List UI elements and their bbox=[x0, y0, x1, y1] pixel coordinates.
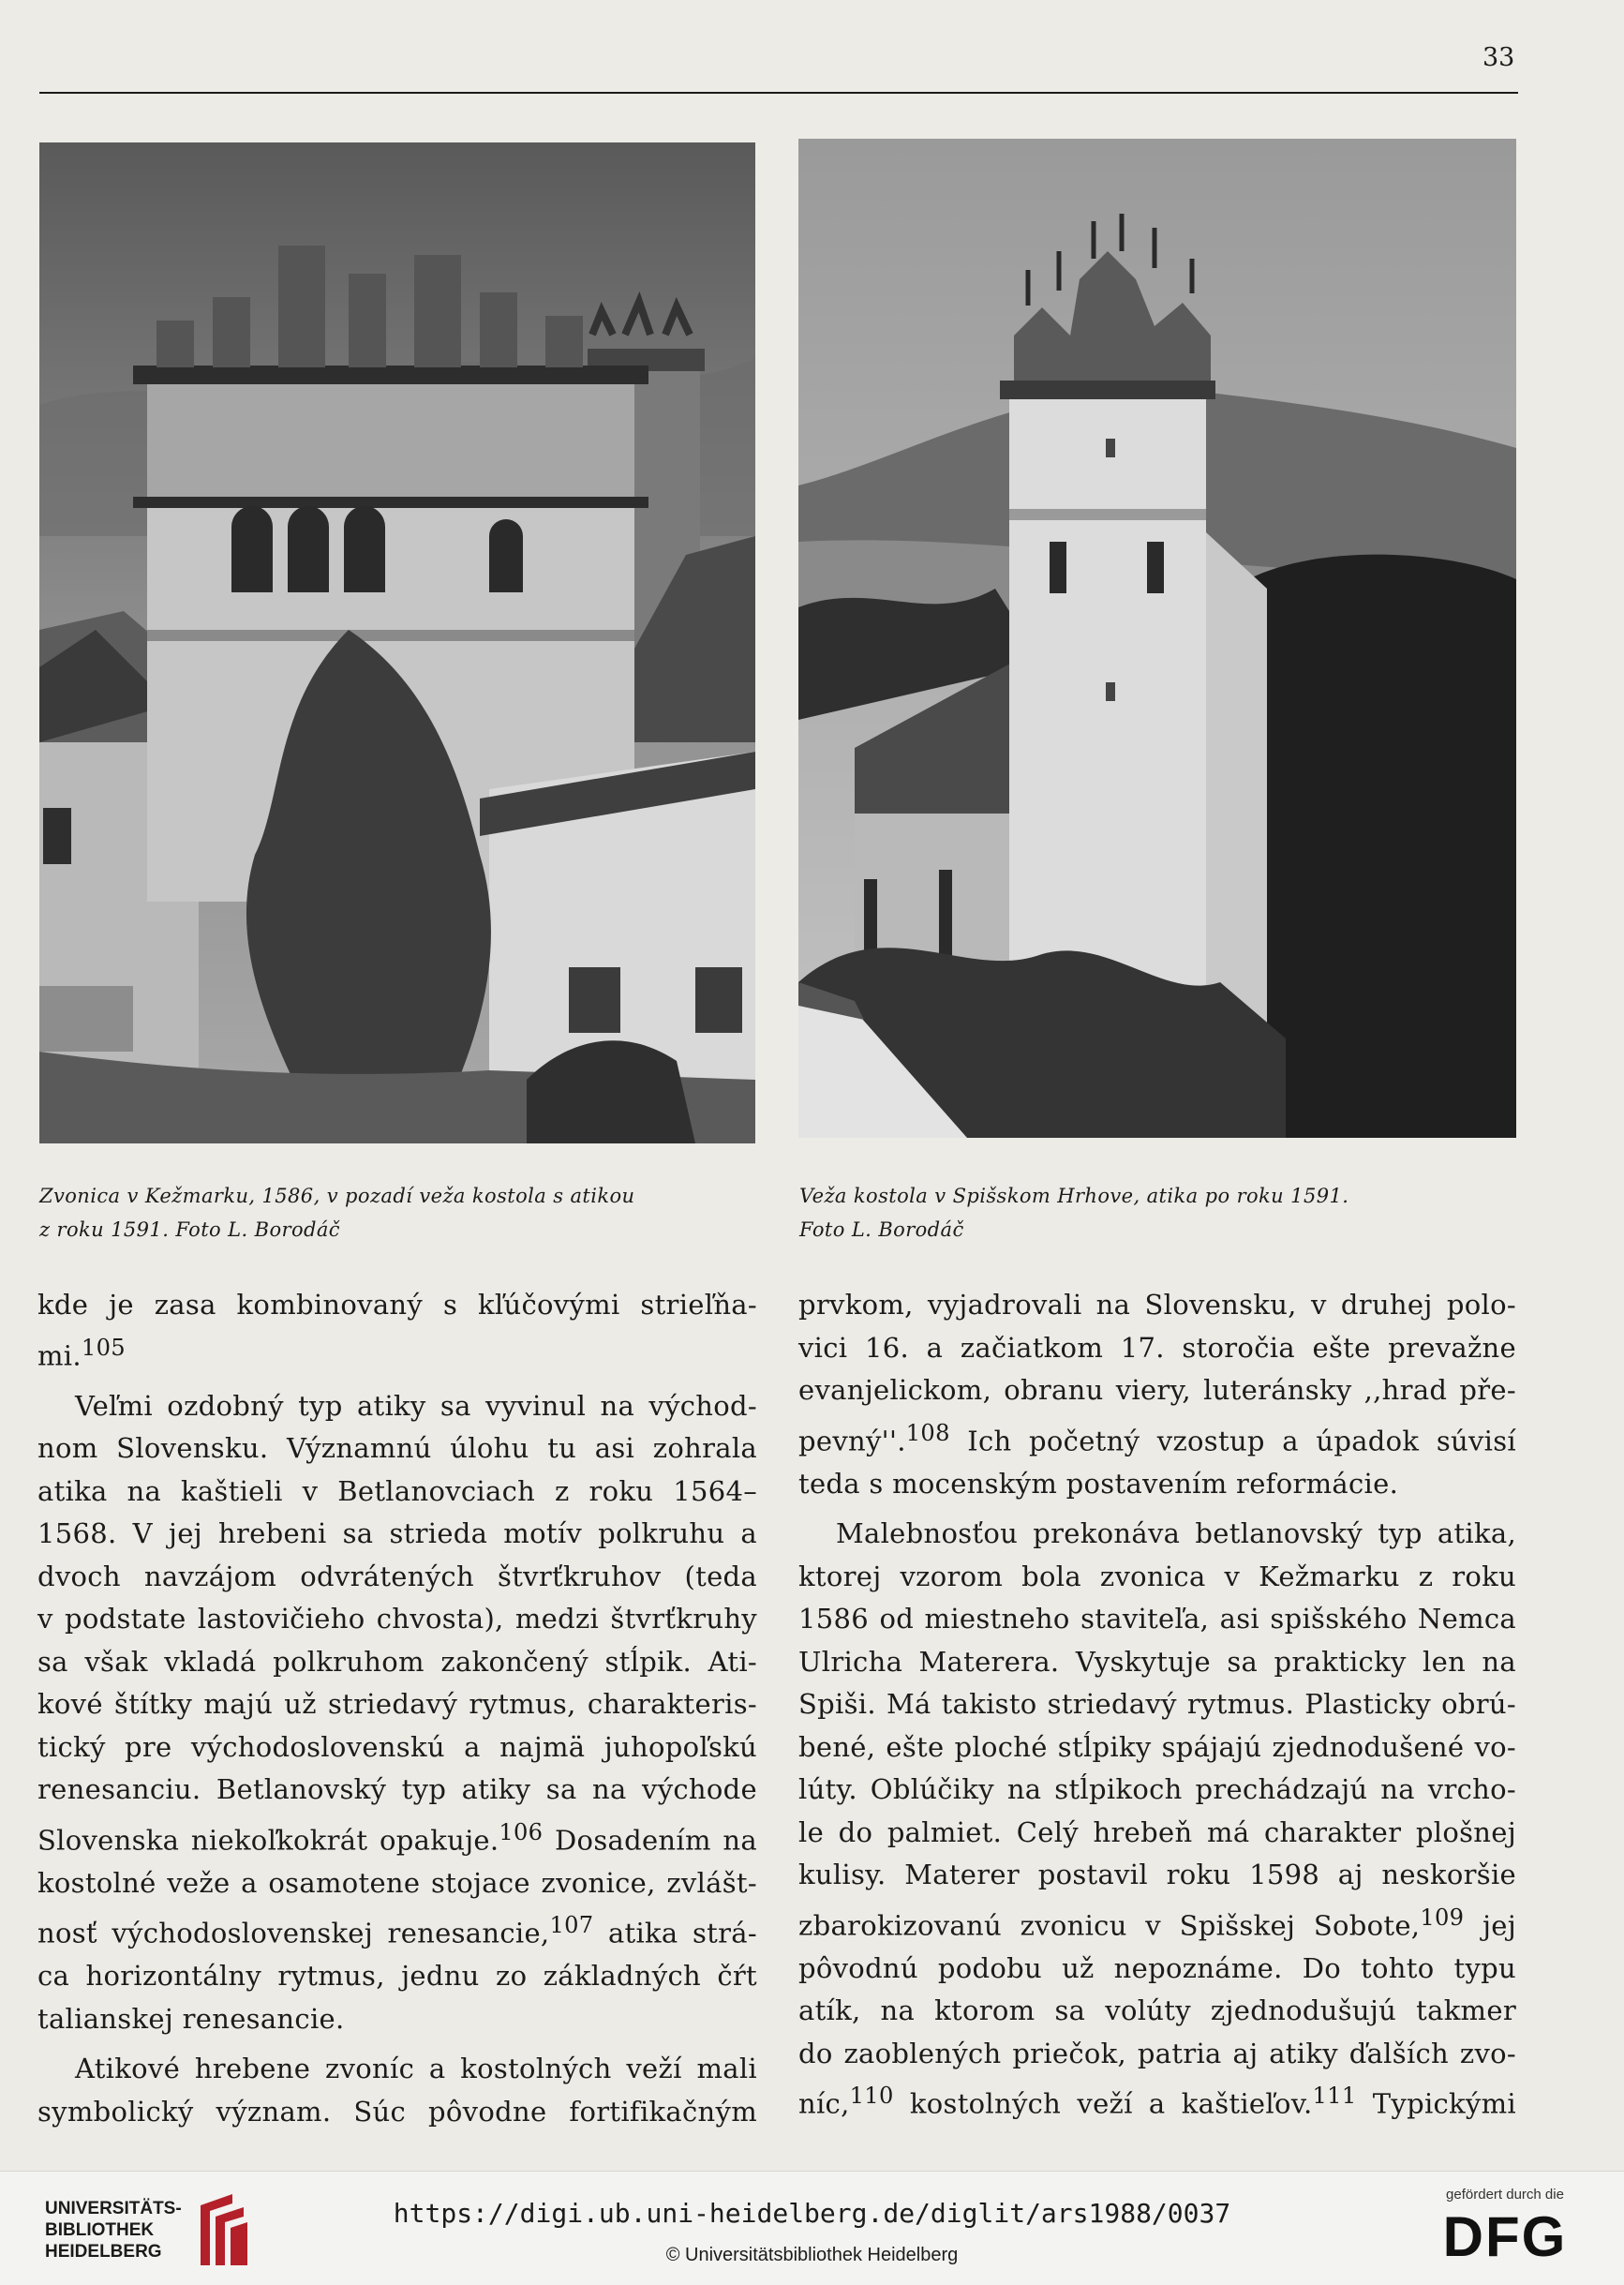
text-line bbox=[37, 1327, 757, 1378]
photo-church-tower-hrhov bbox=[798, 139, 1516, 1138]
header-rule bbox=[39, 92, 1518, 94]
paragraph bbox=[37, 1284, 757, 1378]
text-line: kové štítky majú už striedavý rytmus, charakteris- bbox=[37, 1688, 757, 1721]
text-line bbox=[37, 1812, 757, 1862]
footnote-ref: 105 bbox=[81, 1334, 126, 1361]
footnote-ref: 107 bbox=[549, 1912, 594, 1939]
text-line: tický pre východoslovenskú a najmä juhopoľskú bbox=[37, 1730, 757, 1763]
library-name-line: UNIVERSITÄTS- bbox=[45, 2198, 182, 2218]
footnote-ref: 110 bbox=[849, 2083, 894, 2110]
footnote-ref: 111 bbox=[1312, 2083, 1357, 2110]
text-run: jej bbox=[1464, 1909, 1516, 1942]
text-line: kulisy. Materer postavil roku 1598 aj neskoršie bbox=[798, 1859, 1516, 1891]
text-line: nom Slovensku. Významnú úlohu tu asi zohrala bbox=[37, 1432, 757, 1465]
page-number: 33 bbox=[1482, 43, 1515, 72]
text-line: dvoch navzájom odvrátených štvrťkruhov (teda bbox=[37, 1560, 757, 1592]
text-line: symbolický význam. Súc pôvodne fortifikačným bbox=[37, 2095, 757, 2128]
text-run: Slovenska niekoľkokrát opakuje. bbox=[37, 1824, 499, 1857]
text-line: atika na kaštieli v Betlanovciach z roku 1564– bbox=[37, 1474, 757, 1507]
copyright-notice: © Universitätsbibliothek Heidelberg bbox=[665, 2245, 959, 2265]
funding-note: gefördert durch die bbox=[1446, 2187, 1564, 2203]
text-run: atika strá- bbox=[593, 1917, 757, 1949]
text-run: Ich početný vzostup a úpadok súvisí bbox=[949, 1425, 1516, 1457]
caption-line: Veža kostola v Spišskom Hrhove, atika po roku 1591. bbox=[799, 1185, 1349, 1207]
footnote-ref: 109 bbox=[1420, 1904, 1465, 1931]
text-line: Atikové hrebene zvoníc a kostolných veží mali bbox=[75, 2053, 757, 2085]
text-line bbox=[798, 1897, 1516, 1948]
caption-line: z roku 1591. Foto L. Borodáč bbox=[39, 1218, 340, 1241]
text-line: evanjelickom, obranu viery, luteránsky ,,hrad pře- bbox=[798, 1374, 1516, 1406]
text-line: talianskej renesancie. bbox=[37, 2002, 345, 2035]
text-line: Malebnosťou prekonáva betlanovský typ atika, bbox=[836, 1517, 1516, 1550]
text-line: kostolné veže a osamotene stojace zvonice, zvlášt- bbox=[37, 1866, 757, 1899]
text-line: sa však vkladá polkruhom zakončený stĺpik. Ati- bbox=[37, 1645, 757, 1678]
paragraph bbox=[798, 1513, 1516, 2126]
text-line: atík, na ktorom sa volúty zjednodušujú takmer bbox=[798, 1994, 1516, 2027]
digitization-footer bbox=[0, 2171, 1624, 2285]
text-run: Dosadením na bbox=[543, 1824, 757, 1857]
text-line: ca horizontálny rytmus, jednu zo základných čŕt bbox=[37, 1960, 757, 1993]
caption-line: Zvonica v Kežmarku, 1586, v pozadí veža kostola s atikou bbox=[39, 1185, 635, 1207]
text-run: kostolných veží a kaštieľov. bbox=[893, 2087, 1313, 2120]
text-line: do zaoblených priečok, patria aj atiky ďalších zvo- bbox=[798, 2037, 1516, 2069]
text-line: bené, ešte ploché stĺpiky spájajú zjednodušené vo- bbox=[798, 1730, 1516, 1763]
text-run: zbarokizovanú zvonicu v Spišskej Sobote, bbox=[798, 1909, 1421, 1942]
figure-caption-right bbox=[799, 1179, 1348, 1247]
photo-bell-tower-kezmarok-illustration bbox=[39, 142, 755, 1143]
text-run: Typickými bbox=[1356, 2087, 1516, 2120]
text-line: pôvodnú podobu už nepoznáme. Do tohto typu bbox=[798, 1951, 1516, 1984]
dfg-logo[interactable]: DFG bbox=[1442, 2205, 1568, 2268]
text-line: ktorej vzorom bola zvonica v Kežmarku z roku bbox=[798, 1560, 1516, 1592]
text-line: le do palmiet. Celý hrebeň má charakter plošnej bbox=[798, 1815, 1516, 1848]
footnote-ref: 106 bbox=[499, 1818, 544, 1845]
text-line: prvkom, vyjadrovali na Slovensku, v druhej polo- bbox=[798, 1289, 1516, 1321]
text-column-right bbox=[798, 1284, 1516, 2126]
text-line: vici 16. a začiatkom 17. storočia ešte prevažne bbox=[798, 1331, 1516, 1364]
library-name-line: BIBLIOTHEK bbox=[45, 2219, 155, 2240]
text-line: lúty. Oblúčiky na stĺpikoch prechádzajú na vrcho- bbox=[798, 1773, 1516, 1806]
text-line: renesanciu. Betlanovský typ atiky sa na východe bbox=[37, 1773, 757, 1806]
text-line: 1568. V jej hrebeni sa strieda motív polkruhu a bbox=[37, 1517, 757, 1550]
text-line: teda s mocenským postavením reformácie. bbox=[798, 1467, 1399, 1500]
footnote-ref: 108 bbox=[905, 1419, 950, 1446]
text-line: Ulricha Materera. Vyskytuje sa prakticky len na bbox=[798, 1645, 1516, 1678]
document-url-link[interactable]: https://digi.ub.uni-heidelberg.de/diglit/ars1988/0037 bbox=[393, 2198, 1231, 2229]
paragraph bbox=[798, 1284, 1516, 1505]
text-line: 1586 od miestneho staviteľa, asi spišského Nemca bbox=[798, 1603, 1516, 1635]
text-column-left bbox=[37, 1284, 757, 2133]
text-line: kde je zasa kombinovaný s kľúčovými strieľňa- bbox=[37, 1289, 757, 1321]
text-run: mi. bbox=[37, 1339, 82, 1372]
text-line: Spiši. Má takisto striedavý rytmus. Plasticky obrú- bbox=[798, 1688, 1516, 1721]
library-name-line: HEIDELBERG bbox=[45, 2241, 162, 2262]
figure-caption-left bbox=[39, 1179, 634, 1247]
text-run: pevný''. bbox=[798, 1425, 906, 1457]
text-line: Veľmi ozdobný typ atiky sa vyvinul na východ- bbox=[75, 1389, 757, 1422]
photo-bell-tower-kezmarok bbox=[39, 142, 755, 1143]
caption-line: Foto L. Borodáč bbox=[799, 1218, 964, 1241]
funder-block bbox=[1421, 2187, 1589, 2266]
text-line: v podstate lastovičieho chvosta), medzi štvrťkruhy bbox=[37, 1603, 757, 1635]
text-line bbox=[798, 2075, 1516, 2126]
text-run: níc, bbox=[798, 2087, 850, 2120]
paragraph bbox=[37, 2048, 757, 2133]
text-line bbox=[798, 1412, 1516, 1463]
text-run: nosť východoslovenskej renesancie, bbox=[37, 1917, 550, 1949]
paragraph bbox=[37, 1385, 757, 2041]
photo-church-tower-hrhov-illustration bbox=[798, 139, 1516, 1138]
text-line bbox=[37, 1904, 757, 1955]
